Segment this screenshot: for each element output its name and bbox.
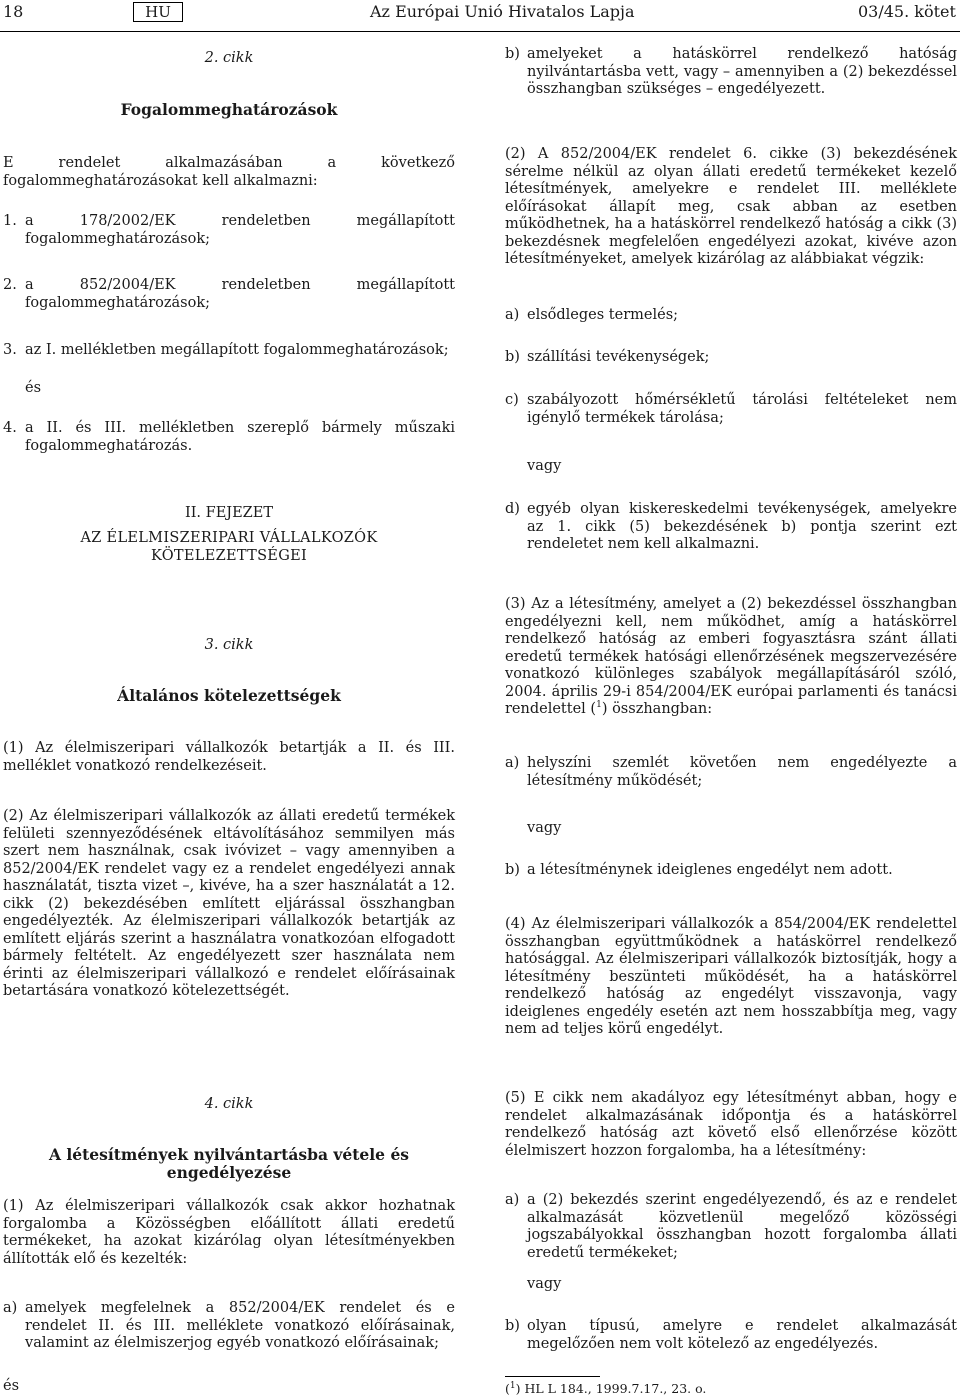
- paragraph-3-item: a) helyszíni szemlét követően nem engedélyezte a létesítmény működését;: [505, 755, 957, 789]
- paragraph-5-item: b) olyan típusú, amelyre e rendelet alkalmazását megelőzően nem volt kötelező az engedélyezés.: [505, 1318, 957, 1352]
- article-2-label: 2. cikk: [204, 50, 254, 66]
- conjunction-vagy: vagy: [527, 1276, 562, 1292]
- paragraph-3-item: b) a létesítménynek ideiglenes engedélyt nem adott.: [505, 862, 893, 878]
- article-3-label: 3. cikk: [204, 637, 254, 653]
- article-3-title: Általános kötelezettségek: [117, 686, 341, 705]
- language-badge: HU: [133, 2, 183, 22]
- exemption-item: a) elsődleges termelés;: [505, 307, 679, 323]
- header-rule: [0, 31, 960, 32]
- conjunction-vagy: vagy: [527, 458, 562, 474]
- article-4-item-a: a) amelyek megfelelnek a 852/2004/EK rendelet és e rendelet II. és III. melléklete vonatkozó előírásainak, valamint az élelmiszerjog egyéb vonatkozó előírásainak;: [3, 1300, 455, 1351]
- conjunction-es: és: [3, 1378, 20, 1394]
- chapter-label: II. FEJEZET: [184, 505, 274, 521]
- article-4-paragraph-2: (2) A 852/2004/EK rendelet 6. cikke (3) bekezdésének sérelme nélkül az olyan állati eredetű termékeket kezelő létesítmények, amelyekre e rendelet III. melléklete előírásokat állapít meg, csak abban az esetben működhetnek, ha a hatáskörrel rendelkező hatóság a cikk (3) bekezdésnek megfelelően engedélyezi azokat, kivéve azon létesítményeket, amelyek kizárólag az alábbiakat végzik:: [505, 146, 957, 267]
- article-2-title: Fogalommeghatározások: [120, 100, 338, 119]
- journal-title: Az Európai Unió Hivatalos Lapja: [370, 2, 635, 21]
- article-4-paragraph-3: (3) Az a létesítmény, amelyet a (2) bekezdéssel összhangban engedélyezni kell, nem működhet, amíg a hatáskörrel rendelkező hatóság az emberi fogyasztásra szánt állati eredetű termékek hatósági ellenőrzésének megszervezésére vonatkozó különleges szabályok megállapításáról szóló, 2004. április 29-i 854/2004/EK európai parlamenti és tanácsi rendelettel ($^1$) összhangban:: [505, 596, 957, 717]
- footnote-rule: [505, 1376, 600, 1377]
- article-2-intro: E rendelet alkalmazásában a következő fogalommeghatározásokat kell alkalmazni:: [3, 155, 455, 189]
- footnote: ($^1$) HL L 184., 1999.7.17., 23. o.: [505, 1380, 707, 1396]
- article-3-paragraph-1: (1) Az élelmiszeripari vállalkozók betartják a II. és III. melléklet vonatkozó rendelkezéseit.: [3, 740, 455, 774]
- exemption-item: c) szabályozott hőmérsékletű tárolási feltételeket nem igénylő termékek tárolása;: [505, 392, 957, 426]
- article-4-label: 4. cikk: [204, 1096, 254, 1112]
- exemption-item: b) szállítási tevékenységek;: [505, 349, 710, 365]
- definition-item: 3. az I. mellékletben megállapított fogalommeghatározások;: [3, 342, 449, 358]
- issue-label: 03/45. kötet: [858, 2, 956, 21]
- definition-item: 2. a 852/2004/EK rendeletben megállapított fogalommeghatározások;: [3, 277, 455, 311]
- definition-item: 4. a II. és III. mellékletben szereplő bármely műszaki fogalommeghatározás.: [3, 420, 455, 454]
- article-3-paragraph-2: (2) Az élelmiszeripari vállalkozók az állati eredetű termékek felületi szennyeződésének eltávolításához semmilyen más szert nem használnak, csak ivóvizet – vagy amennyiben a 852/2004/EK rendelet vagy ez a rendelet engedélyezi annak használatát, tiszta vizet –, kivéve, ha a szer használatát a 12. cikk (2) bekezdésében említett eljárással összhangban engedélyezték. Az élelmiszeripari vállalkozók betartják az említett eljárás szerint a használatra vonatkozóan elfogadott bármely feltételt. Az engedélyezett szer használata nem érinti az élelmiszeripari vállalkozó e rendelet előírásainak betartására vonatkozó kötelezettségét.: [3, 808, 455, 999]
- exemption-item: d) egyéb olyan kiskereskedelmi tevékenységek, amelyekre az 1. cikk (5) bekezdésének b) pontja szerint ezt rendeletet nem kell alkalmazni.: [505, 501, 957, 552]
- conjunction-vagy: vagy: [527, 820, 562, 836]
- conjunction-es: és: [25, 380, 42, 396]
- paragraph-5-item: a) a (2) bekezdés szerint engedélyezendő, és az e rendelet alkalmazását közvetlenül megelőző közösségi jogszabályokkal összhangban hozott forgalomba állati eredetű termékeket;: [505, 1192, 957, 1261]
- article-4-paragraph-5: (5) E cikk nem akadályoz egy létesítményt abban, hogy e rendelet alkalmazásának időpontja és a hatáskörrel rendelkező hatóság azt követő első ellenőrzése között élelmiszert hozzon forgalomba, ha a létesítmény:: [505, 1090, 957, 1159]
- footnote-reference: 1: [596, 700, 602, 711]
- page-number: 18: [3, 2, 24, 21]
- article-4-title: A létesítmények nyilvántartásba vétele és engedélyezése: [48, 1145, 410, 1182]
- chapter-title: AZ ÉLELMISZERIPARI VÁLLALKOZÓK KÖTELEZETTSÉGEI: [80, 530, 378, 564]
- article-4-item-b: b) amelyeket a hatáskörrel rendelkező hatóság nyilvántartásba vett, vagy – amennyiben a (2) bekezdéssel összhangban szükséges – engedélyezett.: [505, 46, 957, 97]
- article-4-paragraph-4: (4) Az élelmiszeripari vállalkozók a 854/2004/EK rendelettel összhangban együttműködnek a hatáskörrel rendelkező hatósággal. Az élelmiszeripari vállalkozók biztosítják, hogy a létesítmény beszünteti működését, ha a hatáskörrel rendelkező hatóság az engedélyt visszavonja, vagy ideiglenes engedély esetén azt nem hosszabbítja meg, vagy nem ad teljes körű engedélyt.: [505, 916, 957, 1037]
- article-4-paragraph-1: (1) Az élelmiszeripari vállalkozók csak akkor hozhatnak forgalomba a Közösségben előállított állati eredetű termékeket, ha azokat kizárólag olyan létesítményekben állították elő és kezelték:: [3, 1198, 455, 1267]
- definition-item: 1. a 178/2002/EK rendeletben megállapított fogalommeghatározások;: [3, 213, 455, 247]
